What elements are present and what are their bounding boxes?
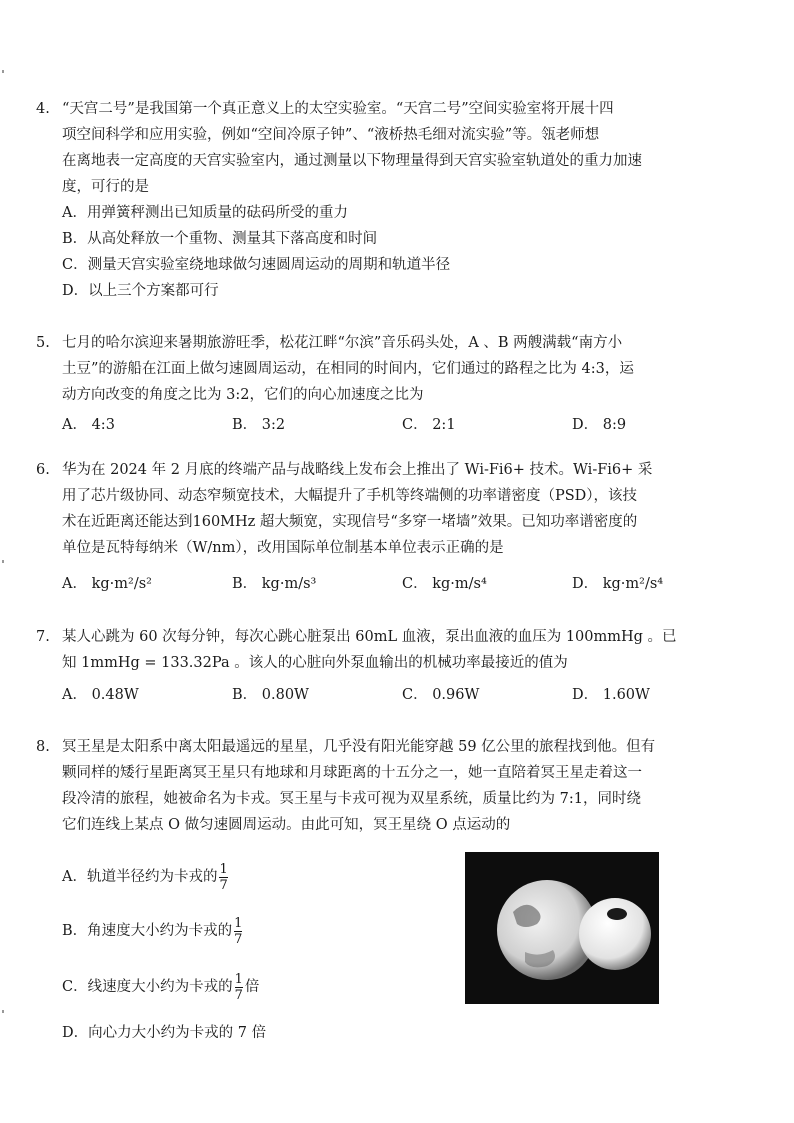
question-text-line: 某人心跳为 60 次每分钟，每次心跳心脏泵出 60mL 血液，泵出血液的血压为 100mmHg 。已 (62, 629, 677, 645)
pluto-charon-image (465, 852, 659, 1004)
option-d: D． 1.60W (572, 687, 650, 703)
option-text: D．向心力大小约为卡戎的 7 倍 (62, 1025, 267, 1041)
option-b: B． 3:2 (232, 417, 286, 433)
denominator: 7 (234, 987, 243, 1003)
option-suffix: 倍 (244, 979, 260, 995)
question-number: 7. (36, 629, 50, 645)
option-c: C． 2:1 (402, 417, 456, 433)
option-c: C． 0.96W (402, 687, 480, 703)
option-text: A．轨道半径约为卡戎的 (62, 869, 218, 885)
fraction (219, 862, 227, 893)
question-number: 5. (36, 335, 50, 351)
option-a: A． 0.48W (62, 687, 139, 703)
question-text-line: 七月的哈尔滨迎来暑期旅游旺季，松花江畔“尔滨”音乐码头处，A 、B 两艘满载“南方小 (62, 335, 623, 351)
scan-mark (2, 1010, 4, 1013)
option-text: C．线速度大小约为卡戎的 (62, 979, 233, 995)
question-text-line: 它们连线上某点 O 做匀速圆周运动。由此可知，冥王星绕 O 点运动的 (62, 817, 511, 833)
option-b: B． kg·m/s³ (232, 576, 317, 592)
question-text-line: 术在近距离还能达到160MHz 超大频宽，实现信号“多穿一堵墙”效果。已知功率谱密度的 (62, 514, 638, 530)
fraction (235, 972, 243, 1003)
question-number: 8. (36, 739, 50, 755)
option-c: C． kg·m/s⁴ (402, 576, 487, 592)
question-8-options (36, 852, 456, 1050)
scan-mark (2, 560, 4, 563)
question-number: 4. (36, 101, 50, 117)
question-5 (36, 330, 752, 438)
option-d (36, 1016, 456, 1050)
question-text-line: 段冷清的旅程，她被命名为卡戎。冥王星与卡戎可视为双星系统，质量比约为 7:1，同时绕 (62, 791, 641, 807)
numerator: 1 (219, 861, 228, 877)
denominator: 7 (234, 931, 243, 947)
option-text: B．角速度大小约为卡戎的 (62, 923, 233, 939)
option-a: A． 4:3 (62, 417, 115, 433)
question-text-line: 度，可行的是 (62, 179, 149, 195)
option-c: C．测量天宫实验室绕地球做匀速圆周运动的周期和轨道半径 (62, 257, 451, 273)
fraction (234, 916, 242, 947)
question-text-line: 用了芯片级协同、动态窄频宽技术，大幅提升了手机等终端侧的功率谱密度（PSD），该技 (62, 488, 638, 504)
option-b: B． 0.80W (232, 687, 309, 703)
question-text-line: 动方向改变的角度之比为 3:2，它们的向心加速度之比为 (62, 387, 424, 403)
question-text-line: 冥王星是太阳系中离太阳最遥远的星星，几乎没有阳光能穿越 59 亿公里的旅程找到他。但有 (62, 739, 656, 755)
option-a: A． kg·m²/s² (62, 576, 152, 592)
option-a: A．用弹簧秤测出已知质量的砝码所受的重力 (62, 205, 348, 221)
question-6 (36, 457, 752, 597)
question-8 (36, 734, 752, 838)
question-number: 6. (36, 462, 50, 478)
question-text-line: 颗同样的矮行星距离冥王星只有地球和月球距离的十五分之一，她一直陪着冥王星走着这一 (62, 765, 642, 781)
option-a (36, 852, 456, 902)
option-d: D． 8:9 (572, 417, 627, 433)
pluto-charon-photo (465, 852, 659, 1004)
question-text-line: 在离地表一定高度的天宫实验室内，通过测量以下物理量得到天宫实验室轨道处的重力加速 (62, 153, 642, 169)
question-7 (36, 624, 752, 708)
question-4 (36, 96, 752, 304)
denominator: 7 (219, 877, 228, 893)
question-text-line: 华为在 2024 年 2 月底的终端产品与战略线上发布会上推出了 Wi-Fi6+ 技术。Wi-Fi6+ 采 (62, 462, 653, 478)
question-text-line: 土豆”的游船在江面上做匀速圆周运动，在相同的时间内，它们通过的路程之比为 4:3，运 (62, 361, 634, 377)
question-text-line: “天宫二号”是我国第一个真正意义上的太空实验室。“天宫二号”空间实验室将开展十四 (62, 101, 614, 117)
option-d: D． kg·m²/s⁴ (572, 576, 664, 592)
numerator: 1 (234, 971, 243, 987)
option-d: D．以上三个方案都可行 (62, 283, 219, 299)
option-c (36, 962, 456, 1012)
numerator: 1 (234, 915, 243, 931)
option-b: B．从高处释放一个重物、测量其下落高度和时间 (62, 231, 378, 247)
scan-mark (2, 70, 4, 73)
option-b (36, 906, 456, 956)
question-text-line: 知 1mmHg = 133.32Pa 。该人的心脏向外泵血输出的机械功率最接近的值为 (62, 655, 568, 671)
question-text-line: 项空间科学和应用实验，例如“空间冷原子钟”、“液桥热毛细对流实验”等。瓴老师想 (62, 127, 600, 143)
question-text-line: 单位是瓦特每纳米（W/nm），改用国际单位制基本单位表示正确的是 (62, 540, 504, 556)
